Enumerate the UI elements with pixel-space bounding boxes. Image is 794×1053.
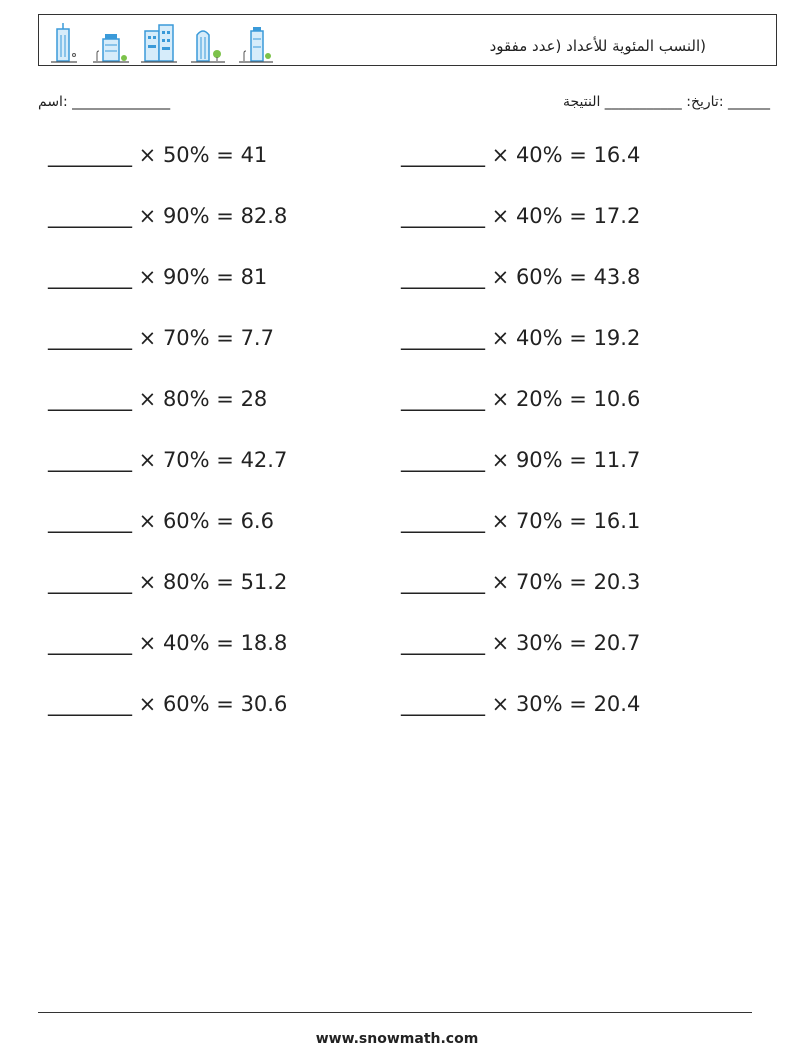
footer-divider: [38, 1012, 752, 1013]
problem-item: ________ × 90% = 82.8: [48, 204, 288, 228]
header-icons: [47, 21, 275, 65]
date-score-field: ______ :تاريخ: ___________ النتيجة: [562, 94, 770, 110]
problem-row: [0, 265, 794, 326]
problem-item: ________ × 80% = 28: [48, 387, 268, 411]
problem-item: ________ × 30% = 20.7: [401, 631, 641, 655]
problem-row: [0, 448, 794, 509]
house-with-lamp-icon: [91, 21, 131, 65]
small-building-icon: [237, 21, 275, 65]
problem-item: ________ × 60% = 30.6: [48, 692, 288, 716]
problem-item: ________ × 40% = 18.8: [48, 631, 288, 655]
problem-item: ________ × 30% = 20.4: [401, 692, 641, 716]
problem-item: ________ × 70% = 42.7: [48, 448, 288, 472]
problem-row: [0, 570, 794, 631]
problem-item: ________ × 50% = 41: [48, 143, 268, 167]
tower-with-tree-icon: [189, 21, 227, 65]
problem-item: ________ × 20% = 10.6: [401, 387, 641, 411]
problem-row: [0, 509, 794, 570]
problem-row: [0, 326, 794, 387]
problem-item: ________ × 70% = 16.1: [401, 509, 641, 533]
problem-item: ________ × 80% = 51.2: [48, 570, 288, 594]
problem-grid: [0, 143, 794, 753]
problem-item: ________ × 70% = 20.3: [401, 570, 641, 594]
problem-item: ________ × 40% = 17.2: [401, 204, 641, 228]
footer-url[interactable]: www.snowmath.com: [315, 1031, 479, 1047]
problem-row: [0, 204, 794, 265]
problem-item: ________ × 60% = 6.6: [48, 509, 274, 533]
tall-building-icon: [47, 21, 81, 65]
problem-item: ________ × 40% = 16.4: [401, 143, 641, 167]
problem-item: ________ × 60% = 43.8: [401, 265, 641, 289]
problem-item: ________ × 40% = 19.2: [401, 326, 641, 350]
problem-row: [0, 631, 794, 692]
name-field: ______________ :اسم: [38, 94, 171, 110]
problem-row: [0, 387, 794, 448]
worksheet-title: (النسب المئوية للأعداد (عدد مفقود: [489, 37, 706, 55]
problem-row: [0, 692, 794, 753]
problem-item: ________ × 70% = 7.7: [48, 326, 274, 350]
worksheet-header: [38, 14, 777, 66]
office-block-icon: [141, 21, 179, 65]
problem-item: ________ × 90% = 81: [48, 265, 268, 289]
problem-row: [0, 143, 794, 204]
problem-item: ________ × 90% = 11.7: [401, 448, 641, 472]
